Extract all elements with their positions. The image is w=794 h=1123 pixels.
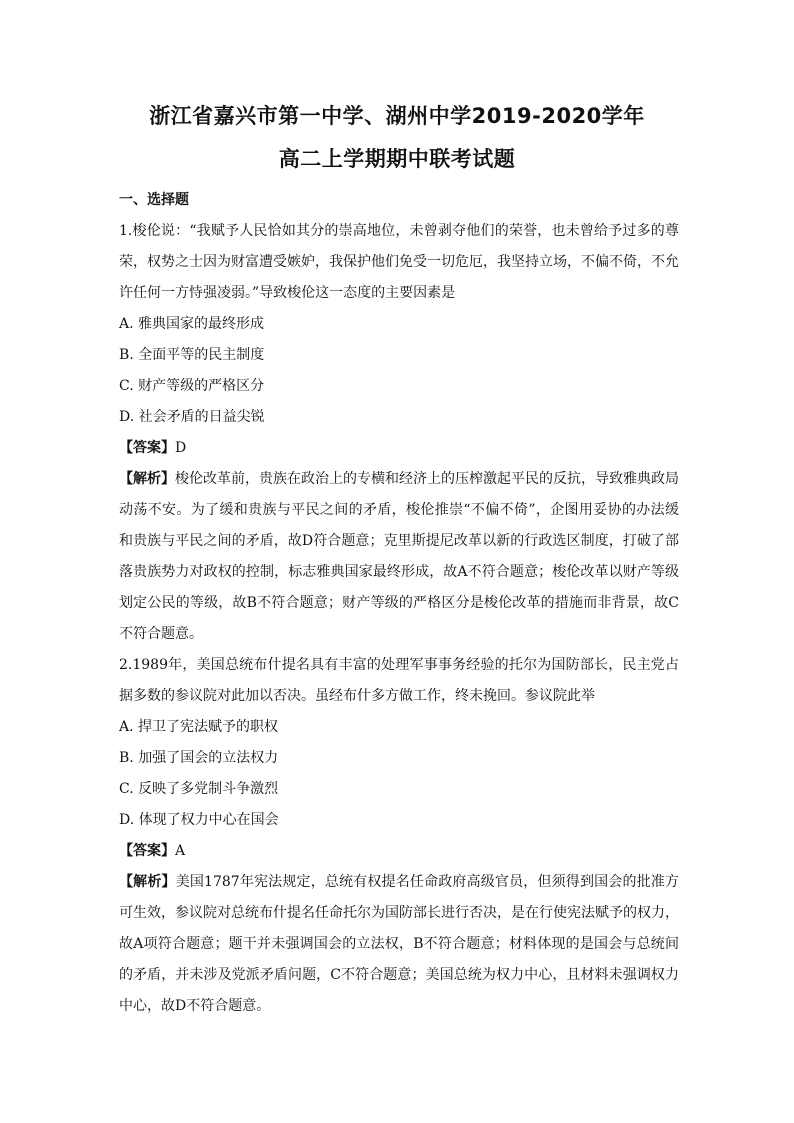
analysis-tag: 【解析】 <box>119 874 176 890</box>
question-1-option-c: C. 财产等级的严格区分 <box>119 378 265 394</box>
question-1-analysis <box>119 464 679 650</box>
question-2-option-c: C. 反映了多党制斗争激烈 <box>119 781 279 797</box>
answer-tag: 【答案】 <box>119 440 175 456</box>
section-heading: 一、选择题 <box>119 192 189 208</box>
analysis-tag: 【解析】 <box>119 471 175 487</box>
question-1-stem: 1.梭伦说：“我赋予人民恰如其分的崇高地位，未曾剥夺他们的荣誉，也未曾给予过多的尊荣，权势之士因为财富遭受嫉妒，我保护他们免受一切危厄，我坚持立场，不偏不倚，不允许任何一方恃强凌弱。”导致梭伦这一态度的主要因素是 <box>119 223 679 301</box>
question-2-option-b: B. 加强了国会的立法权力 <box>119 750 279 766</box>
question-1-option-a: A. 雅典国家的最终形成 <box>119 316 265 332</box>
document-title-line1: 浙江省嘉兴市第一中学、湖州中学2019-2020学年 <box>149 104 645 128</box>
question-1-answer <box>119 433 679 464</box>
document-body <box>119 185 679 1022</box>
answer-value: A <box>175 843 186 859</box>
answer-value: D <box>175 440 187 456</box>
document-title-line2: 高二上学期期中联考试题 <box>278 147 516 171</box>
question-1-option-d: D. 社会矛盾的日益尖锐 <box>119 409 265 425</box>
answer-tag: 【答案】 <box>119 843 175 859</box>
question-2-option-d: D. 体现了权力中心在国会 <box>119 812 279 828</box>
question-2-answer <box>119 836 679 867</box>
analysis-text: 美国1787年宪法规定，总统有权提名任命政府高级官员，但须得到国会的批准方可生效，参议院对总统布什提名任命托尔为国防部长进行否决，是在行使宪法赋予的权力，故A项符合题意；题干并未强调国会的立法权，B不符合题意；材料体现的是国会与总统间的矛盾，并未涉及党派矛盾问题，C不符合题意；美国总统为权力中心，且材料未强调权力中心，故D不符合题意。 <box>119 874 679 1014</box>
analysis-text: 梭伦改革前，贵族在政治上的专横和经济上的压榨激起平民的反抗，导致雅典政局动荡不安。为了缓和贵族与平民之间的矛盾，梭伦推崇“不偏不倚”，企图用妥协的办法缓和贵族与平民之间的矛盾，故D符合题意；克里斯提尼改革以新的行政选区制度，打破了部落贵族势力对政权的控制，标志雅典国家最终形成，故A不符合题意；梭伦改革以财产等级划定公民的等级，故B不符合题意；财产等级的严格区分是梭伦改革的措施而非背景，故C不符合题意。 <box>119 471 679 642</box>
question-2-option-a: A. 捍卫了宪法赋予的职权 <box>119 719 279 735</box>
question-2-analysis <box>119 867 679 1022</box>
question-2-stem: 2.1989年，美国总统布什提名具有丰富的处理军事事务经验的托尔为国防部长，民主党占据多数的参议院对此加以否决。虽经布什多方做工作，终未挽回。参议院此举 <box>119 657 679 704</box>
question-1-option-b: B. 全面平等的民主制度 <box>119 347 265 363</box>
